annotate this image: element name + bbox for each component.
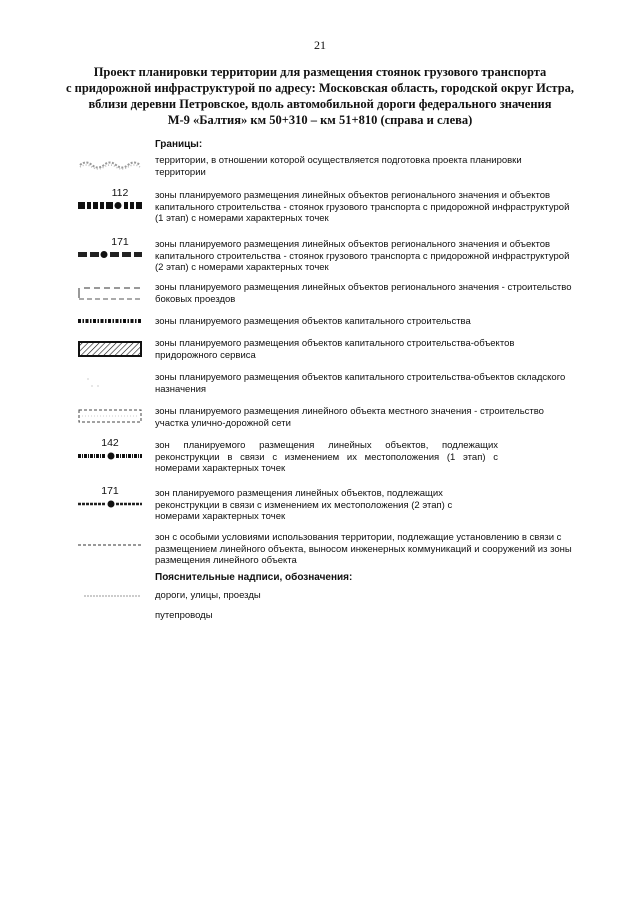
territory-boundary-symbol bbox=[78, 158, 142, 170]
point-number: 142 bbox=[101, 437, 119, 449]
warehouse-symbol bbox=[78, 374, 142, 390]
legend-description: зон планируемого размещения линейных объектов, подлежащих реконструкции в связи с изменением их местоположения (2 этап) с номерами характерных точек bbox=[155, 488, 453, 522]
title-line: Проект планировки территории для размещения стоянок грузового транспорта bbox=[93, 65, 547, 79]
legend-description: зоны планируемого размещения объектов капитального строительства-объектов складского назначения bbox=[155, 372, 566, 395]
linear-regional-stage1-symbol bbox=[78, 201, 142, 211]
point-number: 171 bbox=[101, 485, 119, 497]
reconstruction-stage1-symbol bbox=[78, 451, 142, 461]
legend-description: зоны планируемого размещения объектов капитального строительства-объектов придорожного сервиса bbox=[155, 338, 515, 361]
title-line: вблизи деревни Петровское, вдоль автомобильной дороги федерального значения bbox=[88, 97, 552, 111]
legend-description: зон с особыми условиями использования территории, подлежащие установлению в связи с размещением линейного объекта, выносом инженерных коммуникаций и сооружений из зоны размещения линейного объекта bbox=[155, 532, 572, 566]
special-conditions-symbol bbox=[78, 543, 142, 547]
reconstruction-stage2-symbol bbox=[78, 499, 142, 509]
legend-description: зоны планируемого размещения объектов капитального строительства bbox=[155, 316, 471, 327]
title-line: с придорожной инфраструктурой по адресу: Московская область, городской округ Истра, bbox=[65, 81, 575, 95]
legend-description: зоны планируемого размещения линейных объектов регионального значения и объектов капитального строительства - стоянок грузового транспорта с придорожной инфраструктурой (1 этап) с номерами характерных точек bbox=[155, 190, 570, 224]
roads-symbol bbox=[78, 594, 142, 598]
roadside-service-symbol bbox=[78, 341, 142, 357]
capital-construction-symbol bbox=[78, 317, 142, 325]
legend-description: зоны планируемого размещения линейных объектов регионального значения и объектов капитального строительства - стоянок грузового транспорта с придорожной инфраструктурой (2 этап) с номерами характерных точек bbox=[155, 239, 570, 273]
document-title bbox=[40, 64, 600, 128]
section-heading-labels: Пояснительные надписи, обозначения: bbox=[155, 572, 353, 583]
point-number: 112 bbox=[111, 187, 129, 199]
section-heading-boundaries: Границы: bbox=[155, 139, 203, 150]
local-road-symbol bbox=[78, 408, 142, 424]
legend-description: зоны планируемого размещения линейных объектов регионального значения - строительство боковых проездов bbox=[155, 282, 572, 305]
linear-regional-stage2-symbol bbox=[78, 250, 142, 260]
title-line: М-9 «Балтия» км 50+310 – км 51+810 (справа и слева) bbox=[167, 113, 473, 127]
legend-description: территории, в отношении которой осуществляется подготовка проекта планировки территории bbox=[155, 155, 522, 178]
legend-description: зон планируемого размещения линейных объектов, подлежащих реконструкции в связи с изменением их местоположения (1 этап) с номерами характерных точек bbox=[155, 440, 498, 474]
side-passages-symbol bbox=[78, 284, 142, 302]
page-number: 21 bbox=[314, 38, 326, 52]
legend-description: зоны планируемого размещения линейного объекта местного значения - строительство участка улично-дорожной сети bbox=[155, 406, 544, 429]
legend-description: путепроводы bbox=[155, 610, 213, 621]
legend-description: дороги, улицы, проезды bbox=[155, 590, 261, 601]
point-number: 171 bbox=[111, 236, 129, 248]
